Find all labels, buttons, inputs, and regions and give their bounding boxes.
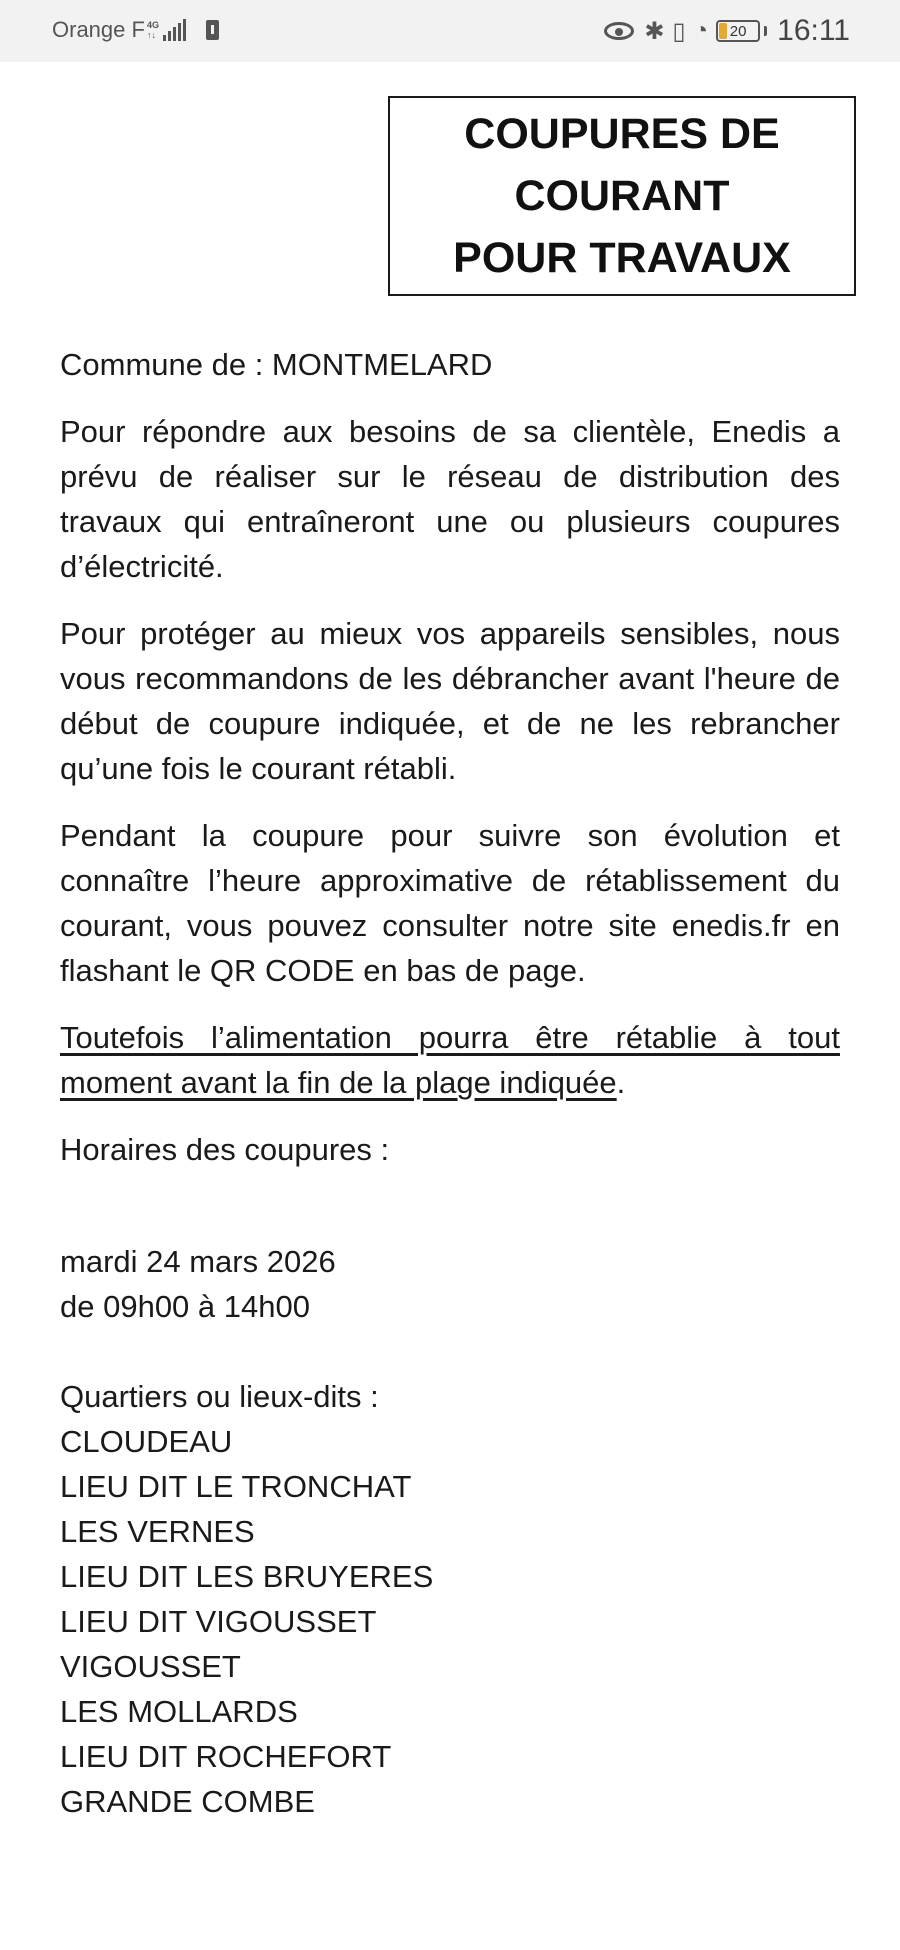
tracking-paragraph: Pendant la coupure pour suivre son évolution et connaître l’heure approximative de rétablissement du courant, vous pouvez consulter notre site enedis.fr en flashant le QR CODE en bas de page.	[60, 818, 840, 988]
battery-fill	[719, 23, 727, 39]
place-item: VIGOUSSET	[60, 1649, 241, 1684]
carrier-name: Orange F	[52, 17, 145, 42]
title-box	[388, 96, 856, 296]
places-heading: Quartiers ou lieux-dits :	[60, 1379, 379, 1414]
warning-suffix: .	[616, 1065, 626, 1100]
place-item: LIEU DIT ROCHEFORT	[60, 1739, 392, 1774]
signal-strength-icon	[163, 19, 188, 41]
warning-underlined-text: Toutefois l’alimentation pourra être rétablie à tout moment avant la fin de la plage indiquée	[60, 1020, 840, 1100]
places-block	[60, 1374, 840, 1824]
place-item: LIEU DIT LES BRUYERES	[60, 1559, 434, 1594]
place-item: LES MOLLARDS	[60, 1694, 298, 1729]
schedule-date: mardi 24 mars 2026	[60, 1244, 336, 1279]
schedule-block	[60, 1239, 840, 1329]
place-item: LIEU DIT VIGOUSSET	[60, 1604, 377, 1639]
network-type-label: 4G	[146, 20, 159, 30]
battery-icon	[716, 20, 760, 42]
vibrate-icon: ▯	[672, 17, 686, 45]
status-left	[52, 17, 219, 43]
place-item: GRANDE COMBE	[60, 1784, 315, 1819]
place-item: CLOUDEAU	[60, 1424, 233, 1459]
advice-paragraph: Pour protéger au mieux vos appareils sensibles, nous vous recommandons de les débrancher avant l'heure de début de coupure indiquée, et de ne les rebrancher qu’une fois le courant rétabli.	[60, 616, 840, 786]
battery-level: 20	[729, 22, 747, 40]
commune-line: Commune de : MONTMELARD	[60, 347, 493, 382]
schedule-time-range: de 09h00 à 14h00	[60, 1289, 310, 1324]
place-item: LIEU DIT LE TRONCHAT	[60, 1469, 412, 1504]
place-item: LES VERNES	[60, 1514, 255, 1549]
title-line-1: COUPURES DE	[464, 110, 780, 158]
title-line-2: COURANT	[514, 172, 730, 220]
status-right	[604, 14, 850, 48]
network-type-indicator	[147, 20, 159, 40]
sim-alert-icon	[206, 20, 219, 40]
battery-cap	[764, 26, 767, 36]
speed-icon: ◔	[693, 17, 709, 44]
title-line-3: POUR TRAVAUX	[453, 234, 791, 282]
warning-paragraph	[60, 1015, 840, 1105]
document-body	[60, 342, 840, 1824]
clock: 16:11	[777, 14, 850, 47]
bluetooth-icon: ✱	[644, 17, 665, 45]
eye-icon	[604, 22, 634, 40]
schedule-heading: Horaires des coupures :	[60, 1132, 390, 1167]
status-bar	[0, 0, 900, 62]
network-activity-label: ↑↓	[146, 30, 156, 40]
intro-paragraph: Pour répondre aux besoins de sa clientèle, Enedis a prévu de réaliser sur le réseau de distribution des travaux qui entraîneront une ou plusieurs coupures d’électricité.	[60, 414, 840, 584]
